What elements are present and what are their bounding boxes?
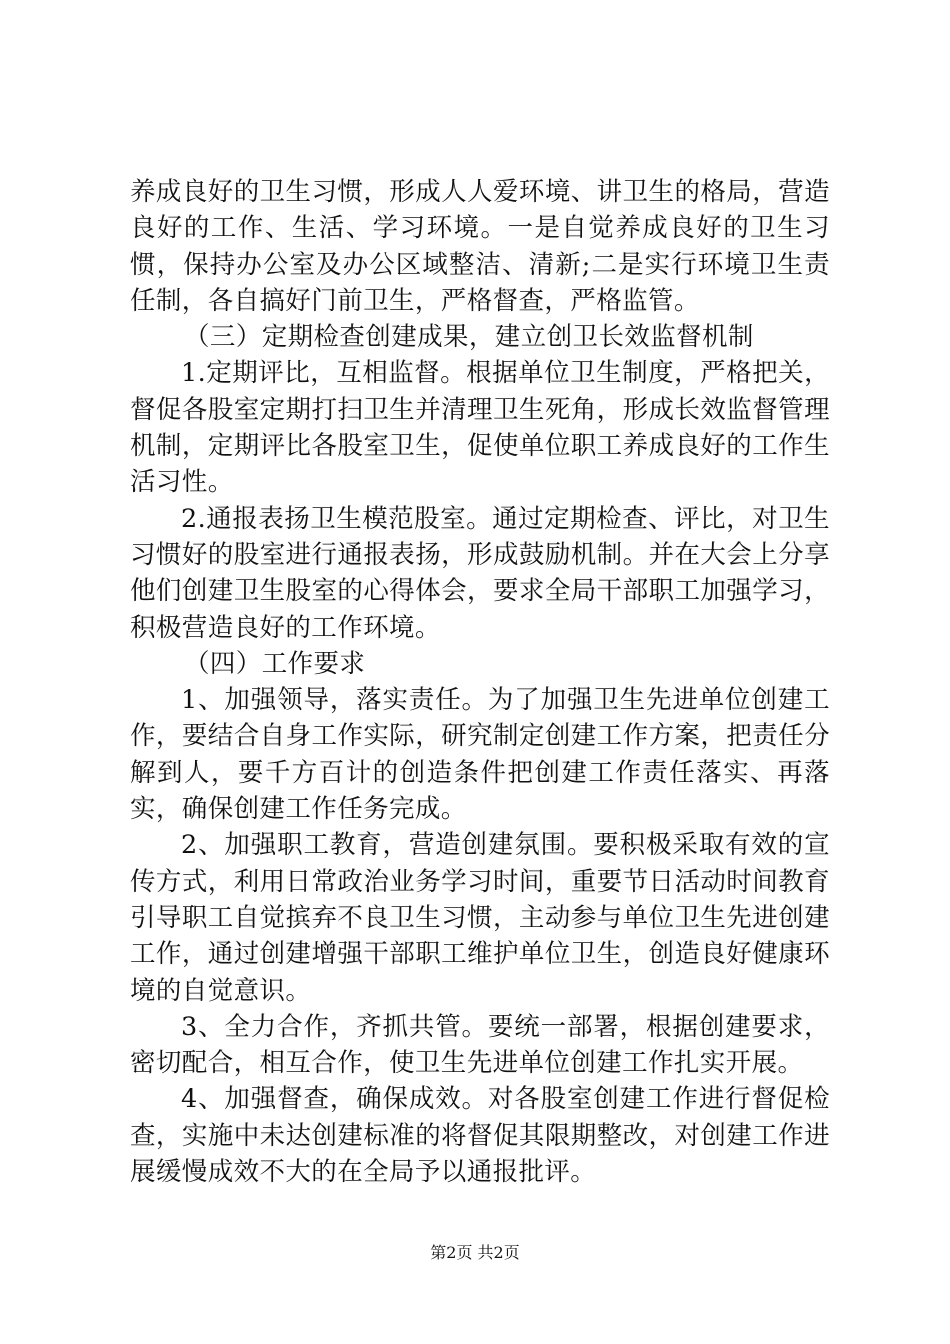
paragraph-continuation: 养成良好的卫生习惯，形成人人爱环境、讲卫生的格局，营造良好的工作、生活、学习环境。一是自觉养成良好的卫生习惯，保持办公室及办公区域整洁、清新;二是实行环境卫生责任制，各自搞好门前卫生，严格督查，严格监管。	[130, 177, 830, 316]
page-number-total: 共2页	[477, 1243, 520, 1262]
requirement-item-1: 1、加强领导，落实责任。为了加强卫生先进单位创建工作，要结合自身工作实际，研究制定创建工作方案，把责任分解到人，要千方百计的创造条件把创建工作责任落实、再落实，确保创建工作任务完成。	[130, 685, 830, 825]
requirement-item-3: 3、全力合作，齐抓共管。要统一部署，根据创建要求，密切配合，相互合作，使卫生先进单位创建工作扎实开展。	[130, 1011, 830, 1079]
requirement-item-2: 2、加强职工教育，营造创建氛围。要积极采取有效的宣传方式，利用日常政治业务学习时间，重要节日活动时间教育引导职工自觉摈弃不良卫生习惯，主动参与单位卫生先进创建工作，通过创建增强干部职工维护单位卫生，创造良好健康环境的自觉意识。	[130, 830, 830, 1006]
paragraph-item-2: 2.通报表扬卫生模范股室。通过定期检查、评比，对卫生习惯好的股室进行通报表扬，形成鼓励机制。并在大会上分享他们创建卫生股室的心得体会，要求全局干部职工加强学习，积极营造良好的工作环境。	[130, 503, 830, 643]
requirement-item-4: 4、加强督查，确保成效。对各股室创建工作进行督促检查，实施中未达创建标准的将督促其限期整改，对创建工作进展缓慢成效不大的在全局予以通报批评。	[130, 1084, 830, 1188]
document-body	[130, 174, 830, 1190]
section-heading-three: （三）定期检查创建成果，建立创卫长效监督机制	[184, 322, 754, 353]
paragraph-item-1: 1.定期评比，互相监督。根据单位卫生制度，严格把关，督促各股室定期打扫卫生并清理卫生死角，形成长效监督管理机制，定期评比各股室卫生，促使单位职工养成良好的工作生活习性。	[130, 358, 830, 498]
page-number-current: 第2页	[430, 1243, 473, 1262]
page-footer	[0, 1242, 950, 1264]
section-heading-four: （四）工作要求	[184, 648, 366, 679]
